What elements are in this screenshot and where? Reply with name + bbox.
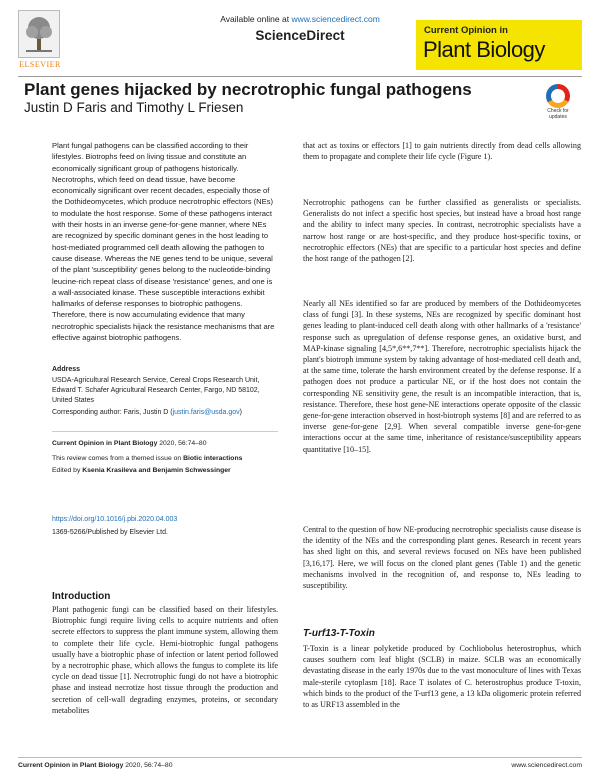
corresponding-author [52, 409, 278, 416]
right-paragraph-1: that act as toxins or effectors [1] to gain nutrients directly from dead cells allowing them to propagate and complete their life cycle (Figure 1). [303, 141, 581, 162]
address-heading: Address [52, 366, 81, 373]
edited-line [52, 467, 278, 474]
theme-prefix: This review comes from a themed issue on [52, 455, 182, 462]
footer-divider [18, 757, 582, 758]
author-email-link[interactable]: justin.faris@usda.gov [172, 409, 240, 416]
journal-badge-main: Plant Biology [423, 37, 545, 62]
check-updates-icon [546, 84, 570, 108]
theme-line [52, 455, 278, 462]
right-paragraph-5: T-Toxin is a linear polyketide produced by Cochliobolus heterostrophus, which causes southern corn leaf blight (SCLB) in maize. SCLB was an economically devastating disease in the early 1970s due to the vast monoculture of lines with Texas male-sterile cytoplasm [18]. Race T isolates of C. heterostrophus produce T-toxin, which binds to the product of the T-urf13 gene, a 13 kDa oligomeric protein referred to as URF13 assembled in the [303, 644, 581, 710]
elsevier-logo [18, 10, 62, 68]
elsevier-tree-icon [18, 10, 60, 58]
address-text: USDA-Agricultural Research Service, Cereal Crops Research Unit, Edward T. Schafer Agricultural Research Center, Fargo, ND 58102, United States [52, 377, 260, 404]
doi-link[interactable]: https://doi.org/10.1016/j.pbi.2020.04.003 [52, 516, 178, 523]
right-paragraph-4: Central to the question of how NE-producing necrotrophic specialists cause disease is the identity of the NEs and the corresponding plant genes. Research in recent years has shed light on this, and several reviews focused on NEs have been published [3,16,17]. Here, we will focus on the cloned plant genes (Table 1) and the genetic mechanisms involved in the recognition of, and response to, NEs leading to susceptibility. [303, 525, 581, 591]
journal-badge [416, 20, 582, 70]
check-for-updates-button[interactable] [543, 84, 573, 120]
info-divider [52, 431, 278, 432]
footer-journal: Current Opinion in Plant Biology [18, 762, 124, 769]
edited-prefix: Edited by [52, 467, 81, 474]
journal-citation [52, 440, 278, 447]
article-authors: Justin D Faris and Timothy L Friesen [24, 100, 244, 115]
editors: Ksenia Krasileva and Benjamin Schwessinger [82, 467, 231, 474]
available-prefix: Available online at [220, 14, 290, 24]
article-title: Plant genes hijacked by necrotrophic fungal pathogens [24, 80, 472, 99]
sciencedirect-link[interactable]: www.sciencedirect.com [291, 14, 380, 24]
publisher-name: ELSEVIER [19, 60, 61, 69]
theme-name: Biotic interactions [183, 455, 243, 462]
sciencedirect-title: ScienceDirect [255, 28, 345, 43]
available-online [150, 14, 450, 24]
copyright: 1369-5266/Published by Elsevier Ltd. [52, 529, 168, 536]
corresponding-suffix: ) [239, 409, 242, 416]
intro-heading: Introduction [52, 591, 111, 602]
right-paragraph-3: Nearly all NEs identified so far are produced by members of the Dothideomycetes class of fungi [3]. In these systems, NEs are recognized by specific dominant host genes leading to plant-induced cell death along with other hallmarks of a 'resistance' response such as upregulation of defense response genes, an oxidative burst, and MAP-kinase signaling [4,5*,6**,7**]. Therefore, necrotrophic specialists hijack the plant's biotroph immune system by taking advantage of host-mediated cell death and, at the same time, tolerate the harsh environment created by the defense response. If a pathogen does not produce a particular NE, or if the host does not contain the corresponding NE sensitivity gene, the result is an incompatible interaction, that is, resistance. Therefore, these host gene-NE interactions operate opposite of the classic gene-for-gene interaction observed in host-biotroph systems [8] and are referred to as inverse gene-for-gene [2,9]. When several compatible inverse gene-for-gene interactions occur at the same time, inheritance of resistance/susceptibility appears quantitative [10–15]. [303, 299, 581, 454]
section-heading-turf13: T-urf13-T-Toxin [303, 628, 375, 639]
corresponding-prefix: Corresponding author: Faris, Justin D ( [52, 409, 173, 416]
check-updates-label: Check for updates [547, 108, 569, 120]
header-divider [18, 76, 582, 77]
footer-url[interactable]: www.sciencedirect.com [511, 762, 582, 769]
intro-text: Plant pathogenic fungi can be classified based on their lifestyles. Biotrophic fungi require living cells to acquire nutrients and often secrete effectors to suppress the plant immune system, allowing them to complete their life cycle. Hemi-biotrophic fungal pathogens usually have a biotrophic phase of infection or latent period followed by a necrotrophic phase, which allows the fungus to complete its life cycle on dead tissue [1]. Necrotrophic fungi do not have a biotrophic phase and instead necrotize host tissue through the production and secretion of cell-wall degrading enzymes, proteins, or secondary metabolites [52, 605, 278, 715]
info-journal: Current Opinion in Plant Biology [52, 440, 158, 447]
journal-badge-top: Current Opinion in [424, 25, 508, 36]
info-citation: 2020, 56:74–80 [159, 440, 207, 447]
footer-pages: 2020, 56:74–80 [125, 762, 173, 769]
right-paragraph-2: Necrotrophic pathogens can be further classified as generalists or specialists. Generalists do not infect a specific host species, but instead have a broad host range and the ability to infect many species. In contrast, necrotrophic specialists have a narrow host range or are host-specific, and they produce host-specific toxins, or necrotrophic effectors (NEs) that are specific to a particular host species and define the host range of the pathogen [2]. [303, 198, 581, 264]
footer-citation [18, 762, 173, 769]
abstract: Plant fungal pathogens can be classified according to their lifestyles. Biotrophs feed on living tissue and constitute an economically significant group of pathogens historically. Necrotrophs, which feed on dead tissue, have become economically significant over recent decades, especially those of the Dothideomycetes, which produce necrotrophic effectors (NEs) to modulate the host response. Some of these pathogens interact with their hosts in an inverse gene-for-gene manner, where NEs are recognized by specific dominant genes in the host leading to host-mediated programmed cell death allowing the pathogen to cause disease. Whereas the NE genes tend to be unique, several of the plant 'susceptibility' genes belong to the nucleotide-binding leucine-rich repeat class of disease 'resistance' genes, and one is a wall-associated kinase. These susceptible interactions exhibit hallmarks of defense responses to biotrophic pathogens. Therefore, there is now accumulating evidence that many necrotrophic specialists hijack the resistance mechanisms that are effective against biotrophic pathogens. [52, 141, 275, 343]
